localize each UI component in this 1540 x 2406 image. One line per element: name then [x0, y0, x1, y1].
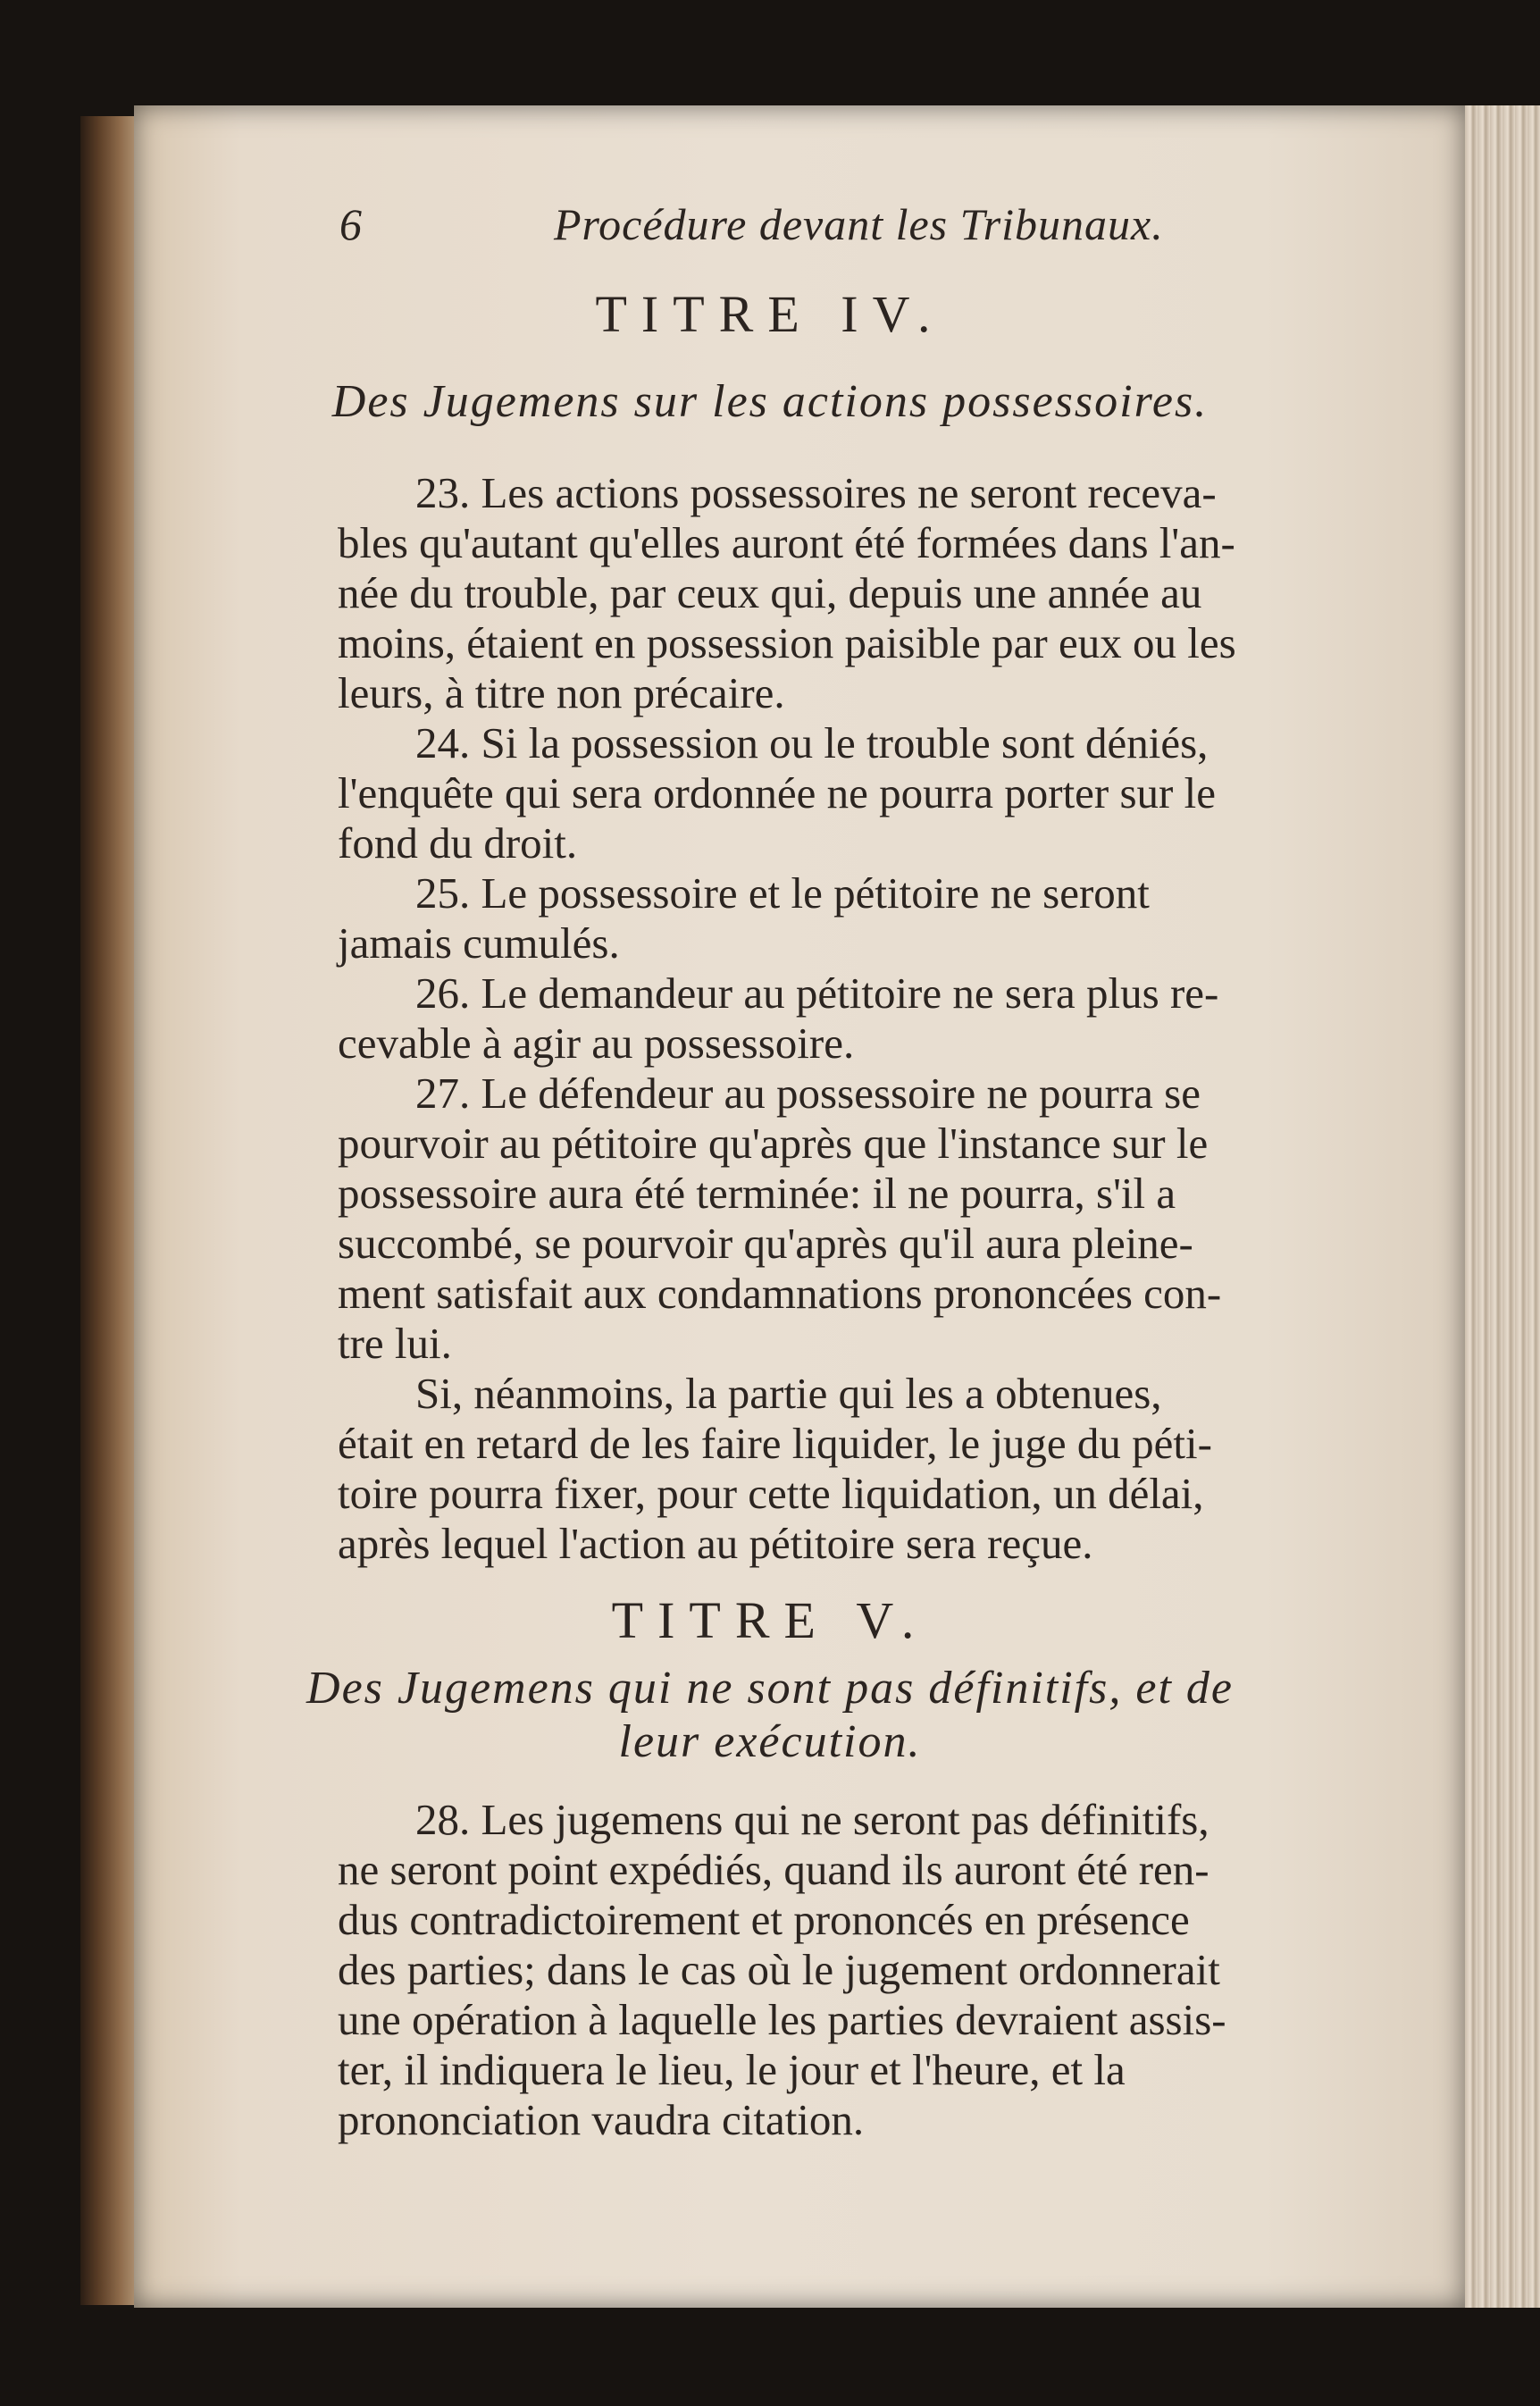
article-27-line: pourvoir au pétitoire qu'après que l'instance sur le	[338, 1119, 1209, 1168]
article-26-line: cevable à agir au possessoire.	[338, 1019, 855, 1068]
titre-v-subheading-line2: leur exécution.	[618, 1716, 922, 1767]
article-28-line: une opération à laquelle les parties devraient assis-	[338, 1995, 1226, 2044]
article-24-line: 24. Si la possession ou le trouble sont déniés,	[415, 718, 1209, 767]
article-23-line: bles qu'autant qu'elles auront été formées dans l'an-	[338, 518, 1235, 567]
article-28-line: 28. Les jugemens qui ne seront pas définitifs,	[415, 1795, 1209, 1844]
article-28-line: prononciation vaudra citation.	[338, 2095, 865, 2144]
titre-iv-subheading: Des Jugemens sur les actions possessoires.	[331, 376, 1209, 427]
article-27-line: tre lui.	[338, 1319, 452, 1368]
article-28-line: dus contradictoirement et prononcés en présence	[338, 1895, 1190, 1944]
article-27-cont-line: après lequel l'action au pétitoire sera reçue.	[338, 1519, 1093, 1568]
article-23-line: leurs, à titre non précaire.	[338, 668, 785, 717]
article-24-line: l'enquête qui sera ordonnée ne pourra porter sur le	[338, 768, 1216, 817]
titre-v-heading: TITRE V.	[611, 1591, 929, 1649]
article-28-line: ter, il indiquera le lieu, le jour et l'heure, et la	[338, 2045, 1126, 2094]
article-25-line: 25. Le possessoire et le pétitoire ne seront	[415, 868, 1150, 918]
running-head: Procédure devant les Tribunaux.	[554, 199, 1164, 249]
article-23-line: 23. Les actions possessoires ne seront receva-	[415, 468, 1217, 517]
page-header	[339, 198, 1465, 261]
article-28-line: ne seront point expédiés, quand ils auront été ren-	[338, 1845, 1209, 1894]
article-27-cont-line: toire pourra fixer, pour cette liquidation, un délai,	[338, 1469, 1204, 1518]
titre-v-subheading-line1: Des Jugemens qui ne sont pas définitifs, et de	[306, 1663, 1234, 1714]
article-27-line: ment satisfait aux condamnations prononcées con-	[338, 1269, 1222, 1318]
article-27-cont-line: Si, néanmoins, la partie qui les a obtenues,	[415, 1369, 1162, 1418]
article-27-line: possessoire aura été terminée: il ne pourra, s'il a	[338, 1169, 1176, 1218]
article-27-line: 27. Le défendeur au possessoire ne pourra se	[415, 1069, 1201, 1118]
titre-iv-heading: TITRE IV.	[595, 285, 945, 343]
page-number: 6	[339, 199, 362, 249]
article-27-cont-line: était en retard de les faire liquider, le juge du péti-	[338, 1419, 1212, 1468]
article-28-line: des parties; dans le cas où le jugement ordonnerait	[338, 1945, 1220, 1994]
article-24-line: fond du droit.	[338, 818, 578, 868]
article-23-line: moins, étaient en possession paisible par eux ou les	[338, 618, 1236, 667]
page-stack-edge	[1465, 105, 1540, 2308]
article-27-line: succombé, se pourvoir qu'après qu'il aura pleine-	[338, 1219, 1193, 1268]
article-26-line: 26. Le demandeur au pétitoire ne sera plus re-	[415, 968, 1219, 1018]
article-25-line: jamais cumulés.	[338, 918, 620, 968]
article-23-line: née du trouble, par ceux qui, depuis une année au	[338, 568, 1202, 617]
